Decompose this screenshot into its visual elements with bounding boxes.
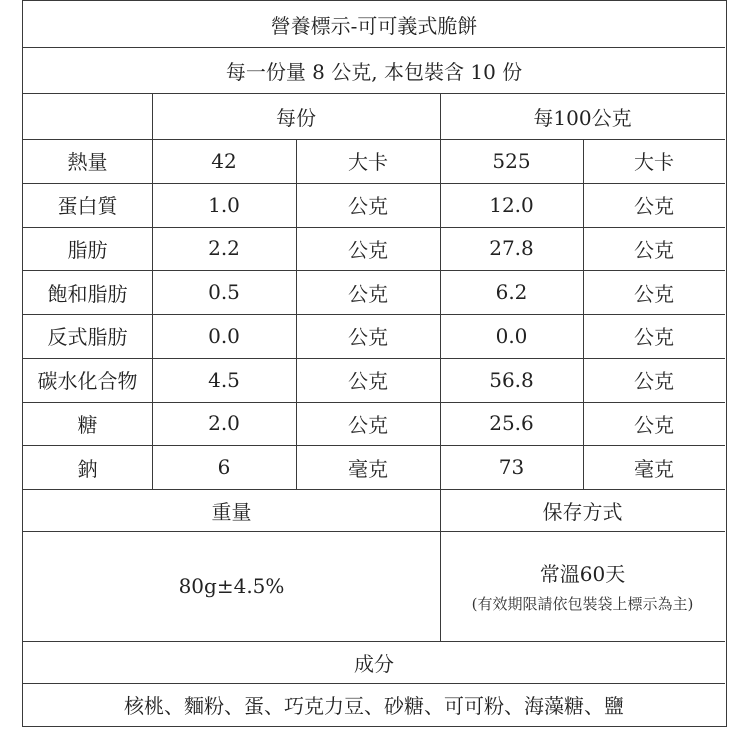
- nutrient-unit-serving: 公克: [348, 325, 388, 350]
- nutrient-unit-100g: 公克: [634, 369, 674, 394]
- nutrient-unit-100g: 毫克: [634, 456, 674, 481]
- weight-value: 80g±4.5%: [178, 574, 285, 598]
- nutrient-per-100g: 0.0: [495, 323, 528, 348]
- nutrient-per-serving: 1.0: [208, 192, 240, 217]
- nutrient-unit-serving: 公克: [348, 412, 388, 437]
- nutrient-unit-serving: 公克: [348, 194, 388, 219]
- nutrient-name: 反式脂肪: [47, 325, 128, 350]
- nutrient-name: 飽和脂肪: [47, 281, 128, 306]
- nutrient-unit-100g: 公克: [634, 281, 674, 306]
- nutrient-per-serving: 0.5: [208, 280, 240, 305]
- nutrient-per-serving: 4.5: [208, 367, 240, 392]
- ingredients-label: 成分: [354, 651, 394, 676]
- nutrient-per-100g: 73: [498, 455, 525, 480]
- nutrient-per-serving: 2.0: [208, 411, 240, 436]
- nutrient-per-100g: 27.8: [489, 236, 534, 261]
- nutrient-per-100g: 56.8: [489, 367, 534, 392]
- nutrient-per-100g: 25.6: [489, 411, 534, 436]
- nutrient-name: 蛋白質: [57, 194, 118, 219]
- nutrient-name: 鈉: [77, 456, 98, 481]
- table-title: 營養標示-可可義式脆餅: [270, 13, 478, 38]
- nutrient-unit-100g: 公克: [634, 412, 674, 437]
- nutrient-unit-100g: 公克: [634, 325, 674, 350]
- storage-label: 保存方式: [542, 499, 623, 524]
- nutrient-name: 糖: [77, 412, 98, 437]
- nutrient-unit-serving: 公克: [348, 369, 388, 394]
- storage-value: 常溫60天: [539, 562, 626, 586]
- nutrient-per-serving: 2.2: [208, 236, 240, 261]
- nutrient-per-serving: 0.0: [208, 323, 240, 348]
- nutrient-unit-100g: 公克: [634, 237, 674, 262]
- nutrient-per-100g: 525: [492, 148, 531, 173]
- nutrition-facts-table: [22, 0, 727, 727]
- col-header-per-serving: 每份: [276, 105, 316, 130]
- nutrient-name: 脂肪: [67, 237, 108, 262]
- nutrient-name: 熱量: [67, 150, 108, 175]
- serving-info: 每一份量 8 公克, 本包裝含 10 份: [225, 59, 523, 84]
- nutrient-per-100g: 6.2: [495, 280, 528, 305]
- storage-value-cell: [440, 531, 725, 641]
- nutrient-unit-serving: 公克: [348, 237, 388, 262]
- nutrient-per-100g: 12.0: [489, 192, 534, 217]
- nutrient-per-serving: 42: [211, 148, 237, 173]
- nutrient-per-serving: 6: [217, 455, 231, 480]
- nutrient-name: 碳水化合物: [37, 369, 138, 394]
- storage-note: (有效期限請依包裝袋上標示為主): [471, 595, 694, 613]
- nutrient-unit-serving: 公克: [348, 281, 388, 306]
- weight-label: 重量: [211, 499, 252, 524]
- ingredients-value: 核桃、麵粉、蛋、巧克力豆、砂糖、可可粉、海藻糖、鹽: [124, 694, 624, 718]
- nutrient-unit-100g: 大卡: [634, 150, 674, 175]
- nutrient-unit-serving: 毫克: [348, 456, 388, 481]
- col-header-per-100g: 每100公克: [533, 105, 632, 130]
- nutrient-unit-serving: 大卡: [348, 150, 388, 175]
- nutrient-unit-100g: 公克: [634, 194, 674, 219]
